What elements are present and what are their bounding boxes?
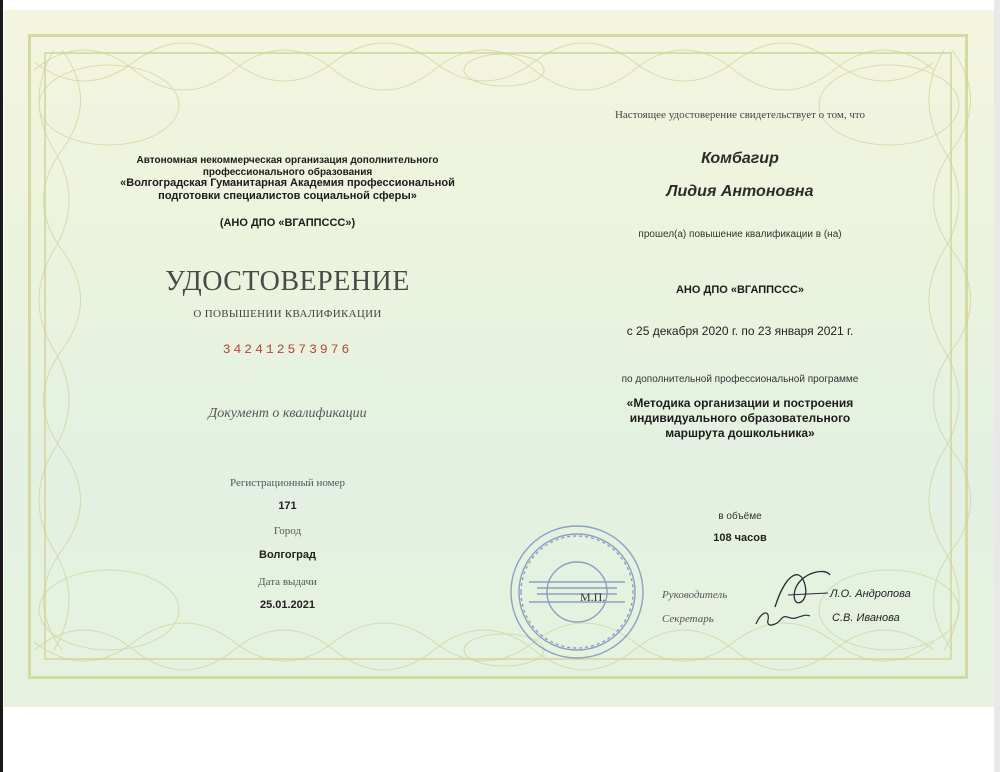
organization-name: «Волгоградская Гуманитарная Академия профессиональной подготовки специалистов социальной сферы»: [120, 177, 455, 202]
document-title: УДОСТОВЕРЕНИЕ: [165, 266, 410, 297]
registration-number-value: 171: [278, 500, 297, 512]
certificate-intro: Настоящее удостоверение свидетельствует о том, что: [614, 109, 866, 121]
scan-edge: [0, 0, 3, 772]
volume-label: в объёме: [718, 511, 762, 522]
document-subtitle: О ПОВЫШЕНИИ КВАЛИФИКАЦИИ: [193, 308, 382, 320]
program-title: «Методика организации и построения индивидуального образовательного маршрута дошкольника»: [626, 396, 854, 440]
secretary-name: С.В. Иванова: [832, 612, 900, 624]
holder-given-names: Лидия Антоновна: [666, 183, 814, 200]
registration-number-label: Регистрационный номер: [229, 477, 346, 489]
head-label: Руководитель: [662, 589, 728, 601]
training-organization: АНО ДПО «ВГАППССС»: [675, 284, 805, 296]
organization-type: Автономная некоммерческая организация дополнительного профессионального образования: [136, 155, 439, 178]
holder-surname: Комбагир: [701, 150, 779, 167]
issue-date-label: Дата выдачи: [258, 576, 317, 588]
volume-value: 108 часов: [713, 532, 767, 544]
document-number: 342412573976: [222, 342, 353, 357]
stamp-place-label: М.П.: [580, 590, 606, 604]
secretary-label: Секретарь: [662, 613, 714, 625]
qualification-statement: прошел(а) повышение квалификации в (на): [638, 229, 842, 240]
organization-abbreviation: (АНО ДПО «ВГАППССС»): [219, 217, 356, 229]
document-kind: Документ о квалификации: [208, 406, 367, 421]
training-period: с 25 декабря 2020 г. по 23 января 2021 г.: [626, 324, 854, 338]
organization-seal-icon: [507, 522, 647, 662]
issue-date-value: 25.01.2021: [259, 599, 316, 611]
program-label: по дополнительной профессиональной программе: [621, 374, 859, 385]
city-value: Волгоград: [259, 549, 316, 561]
secretary-signature: [752, 606, 812, 632]
scan-edge-right: [994, 0, 1000, 772]
head-name: Л.О. Андропова: [830, 588, 911, 600]
city-label: Город: [273, 525, 302, 537]
